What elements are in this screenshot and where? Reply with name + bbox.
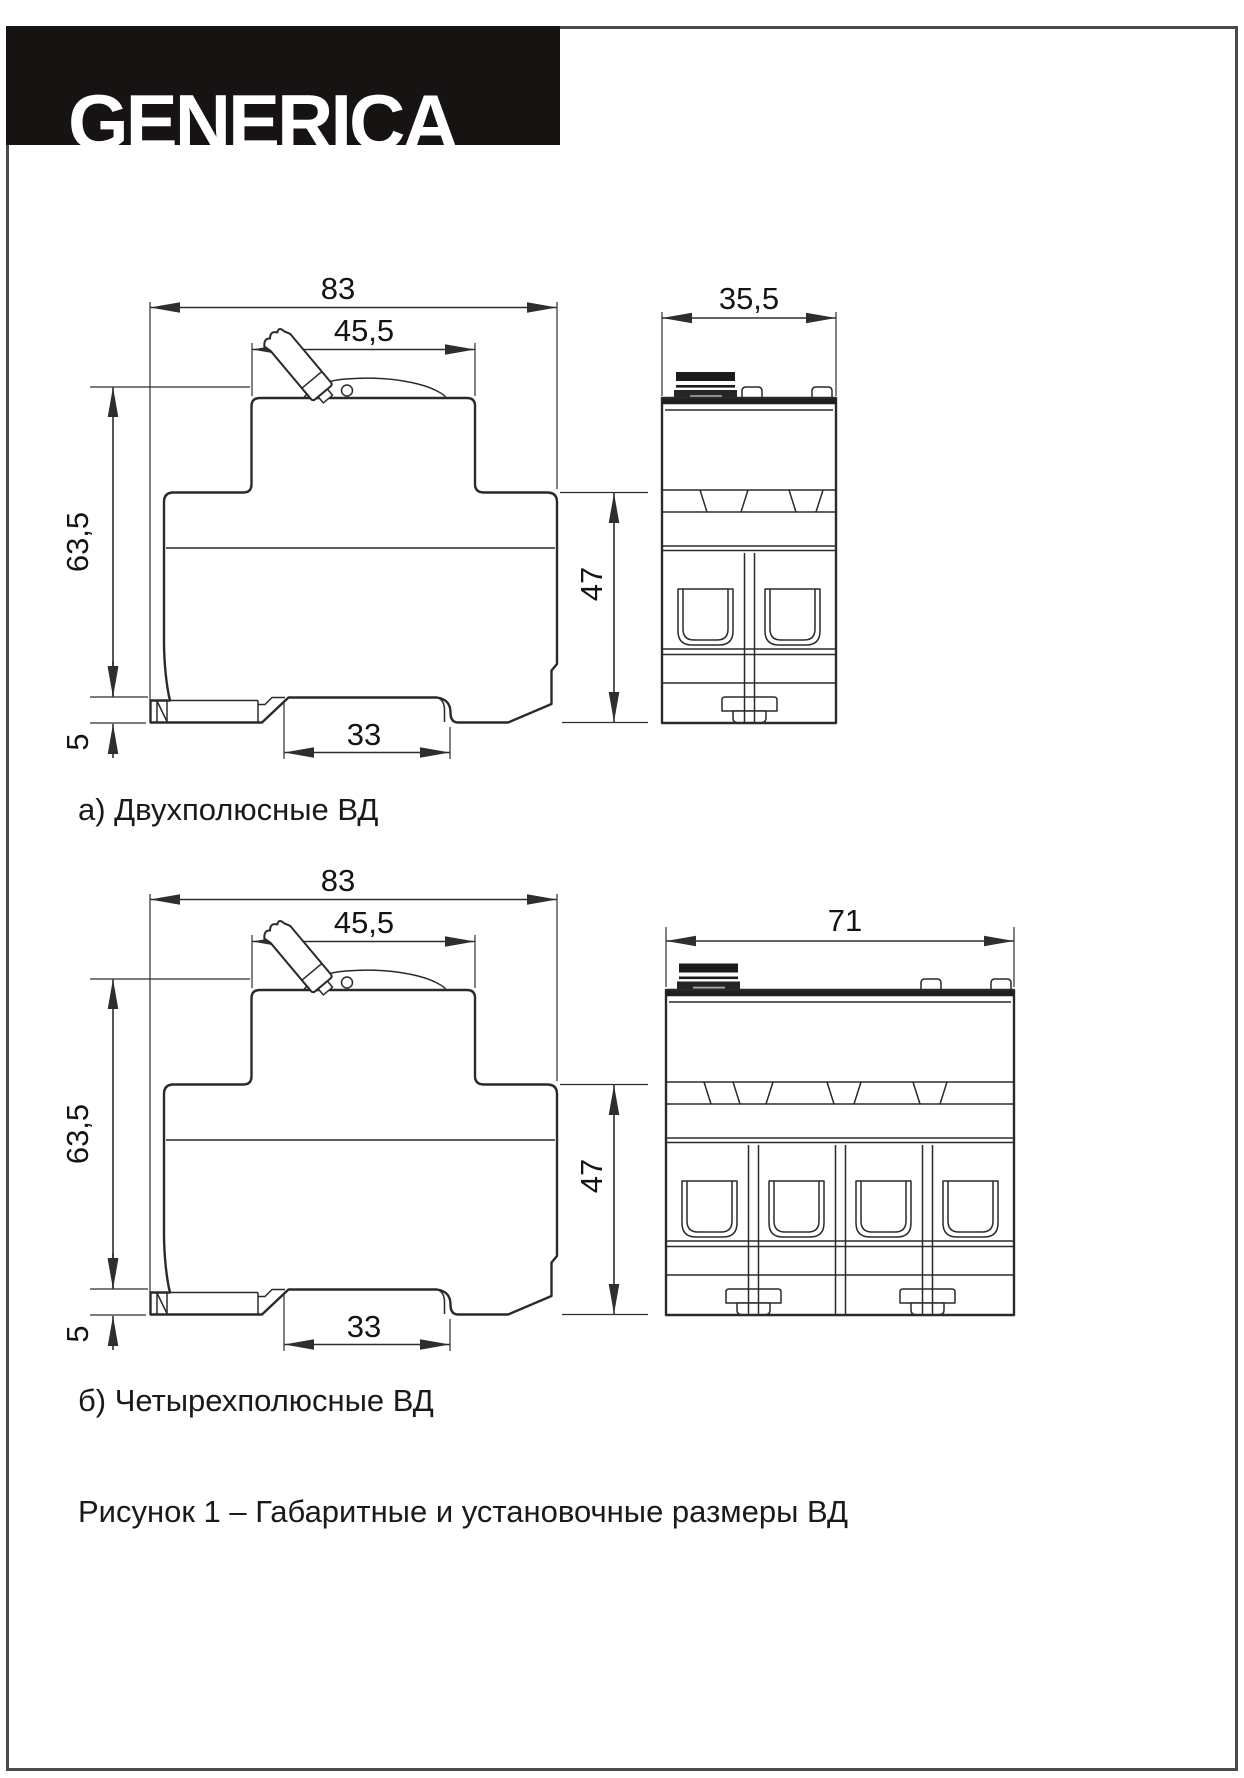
figure-a-side-view	[60, 271, 648, 759]
caption-figure-b: б) Четырехполюсные ВД	[78, 1383, 434, 1418]
dim-front2p-width-label: 35,5	[718, 281, 780, 316]
figure-a-front-view	[662, 281, 836, 723]
front2p-case	[662, 398, 836, 723]
front4p-case	[666, 990, 1014, 1315]
caption-figure-a: а) Двухполюсные ВД	[78, 792, 379, 827]
brand-logo-text: GENERICA	[68, 78, 456, 166]
dim-front4p-width-label: 71	[827, 903, 863, 938]
figure-b-side-view	[60, 863, 648, 1351]
figure-b-front-view	[666, 903, 1014, 1315]
figure-caption: Рисунок 1 – Габаритные и установочные размеры ВД	[78, 1494, 848, 1529]
